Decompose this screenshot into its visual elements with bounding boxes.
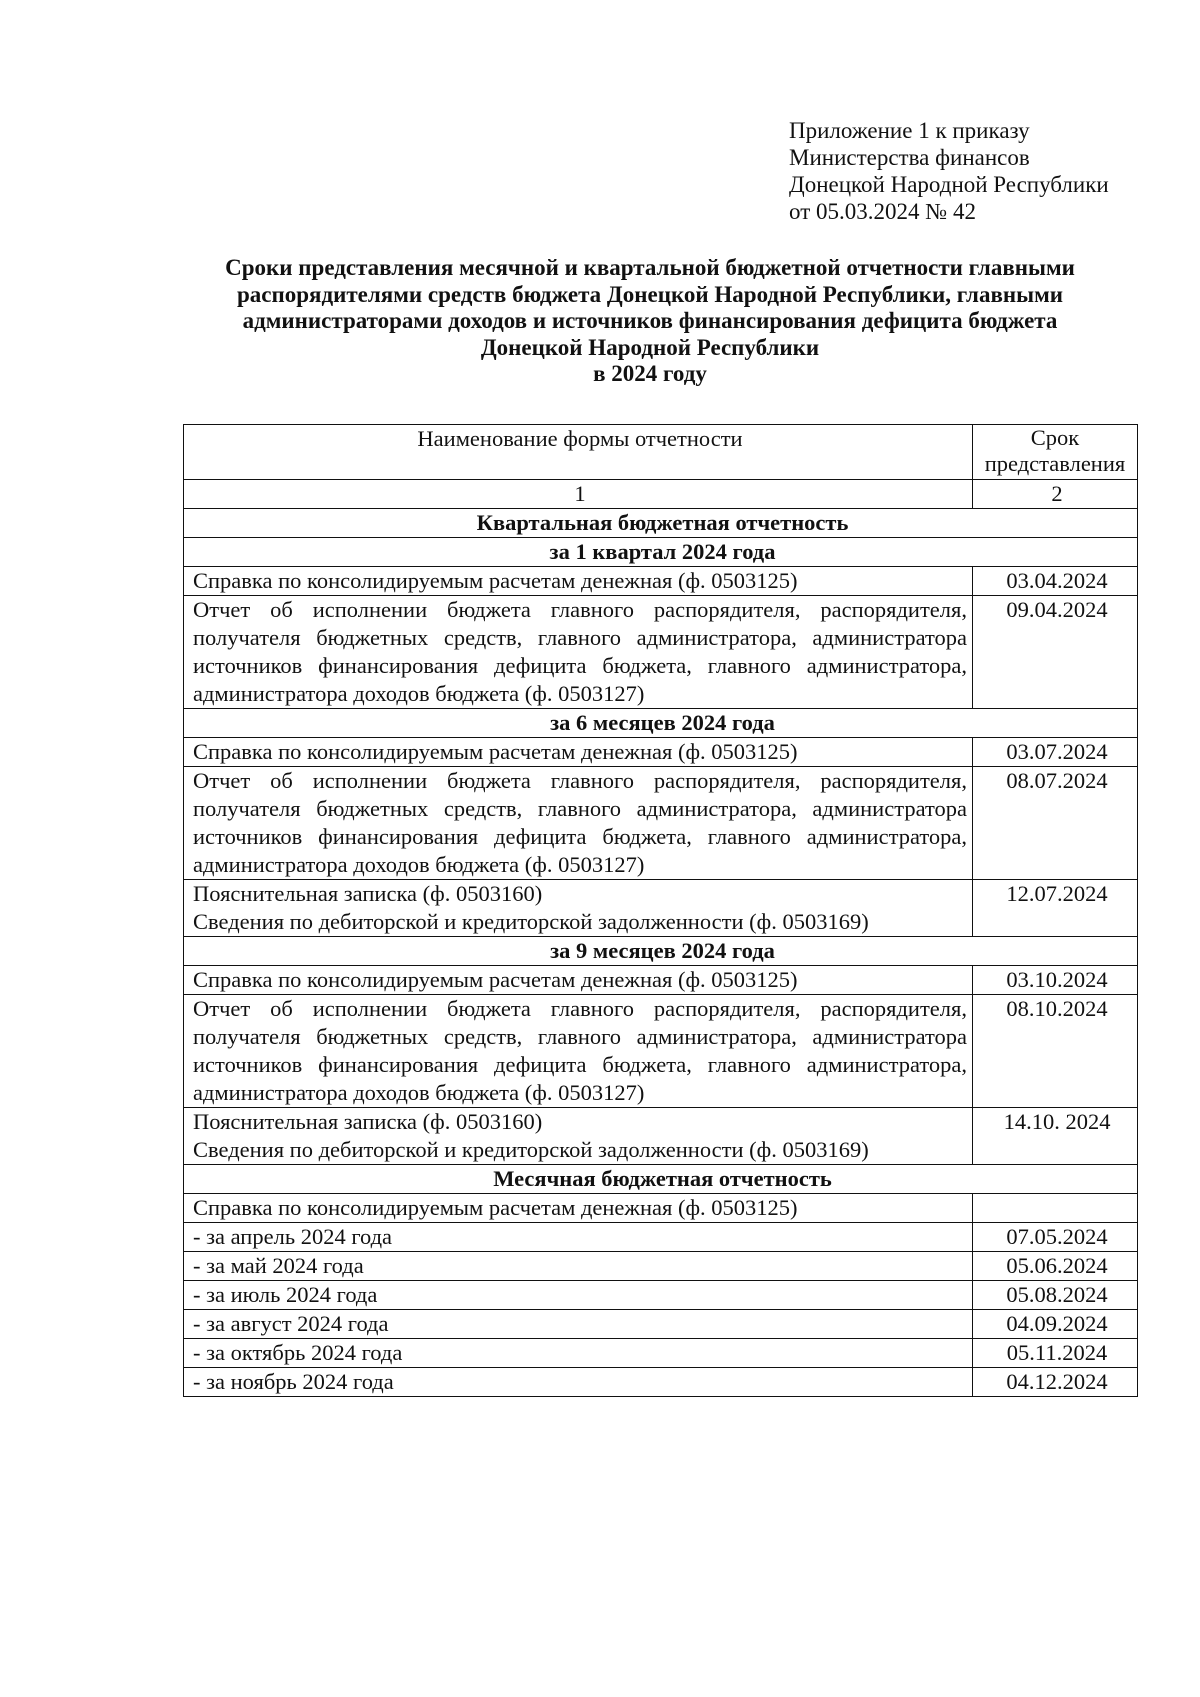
title-line: распорядителями средств бюджета Донецкой Народной Республики, главными xyxy=(236,281,1064,307)
deadline-date: 08.10.2024 xyxy=(973,995,1138,1108)
month-label: - за май 2024 года xyxy=(184,1252,973,1281)
deadline-date: 05.08.2024 xyxy=(973,1281,1138,1310)
title-line: администраторами доходов и источников финансирования дефицита бюджета xyxy=(242,308,1058,333)
document-title xyxy=(160,255,1140,388)
approval-line: Донецкой Народной Республики xyxy=(789,172,1109,197)
header-deadline xyxy=(973,425,1138,480)
deadlines-table xyxy=(183,424,1138,1397)
deadline-date: 14.10. 2024 xyxy=(973,1108,1138,1165)
approval-line: Приложение 1 к приказу xyxy=(789,118,1030,143)
deadline-date-empty xyxy=(973,1194,1138,1223)
deadline-date: 03.10.2024 xyxy=(973,966,1138,995)
table-header-row xyxy=(184,425,1138,480)
period-row xyxy=(184,538,1138,567)
form-name-line: Сведения по дебиторской и кредиторской задолженности (ф. 0503169) xyxy=(193,909,869,934)
table-row xyxy=(184,1252,1138,1281)
table-row xyxy=(184,767,1138,880)
deadline-date: 08.07.2024 xyxy=(973,767,1138,880)
table-row xyxy=(184,738,1138,767)
form-name-line: Сведения по дебиторской и кредиторской задолженности (ф. 0503169) xyxy=(193,1137,869,1162)
form-name: Отчет об исполнении бюджета главного распорядителя, распорядителя, получателя бюджетных средств, главного администратора, администратора источников финансирования дефицита бюджета, главного администратора, администратора доходов бюджета (ф. 0503127) xyxy=(184,596,973,709)
month-label: - за октябрь 2024 года xyxy=(184,1339,973,1368)
period-m9-title: за 9 месяцев 2024 года xyxy=(184,937,1138,966)
month-label: - за август 2024 года xyxy=(184,1310,973,1339)
form-name-line: Пояснительная записка (ф. 0503160) xyxy=(193,881,543,906)
deadline-date: 12.07.2024 xyxy=(973,880,1138,937)
period-row xyxy=(184,709,1138,738)
table-row xyxy=(184,1223,1138,1252)
table-row xyxy=(184,567,1138,596)
title-line: Сроки представления месячной и квартальной бюджетной отчетности главными xyxy=(225,255,1075,280)
form-name: Справка по консолидируемым расчетам денежная (ф. 0503125) xyxy=(184,966,973,995)
month-label: - за июль 2024 года xyxy=(184,1281,973,1310)
deadline-date: 03.07.2024 xyxy=(973,738,1138,767)
deadline-date: 04.12.2024 xyxy=(973,1368,1138,1397)
deadline-date: 09.04.2024 xyxy=(973,596,1138,709)
approval-block xyxy=(789,117,1109,225)
period-h1-title: за 6 месяцев 2024 года xyxy=(184,709,1138,738)
table-row xyxy=(184,1108,1138,1165)
period-q1-title: за 1 квартал 2024 года xyxy=(184,538,1138,567)
month-label: - за апрель 2024 года xyxy=(184,1223,973,1252)
form-name: Справка по консолидируемым расчетам денежная (ф. 0503125) xyxy=(184,738,973,767)
deadline-date: 07.05.2024 xyxy=(973,1223,1138,1252)
column-number-2: 2 xyxy=(973,480,1138,509)
title-line: в 2024 году xyxy=(593,361,707,386)
table-row xyxy=(184,880,1138,937)
approval-line: от 05.03.2024 № 42 xyxy=(789,199,976,224)
deadline-date: 05.11.2024 xyxy=(973,1339,1138,1368)
deadline-date: 05.06.2024 xyxy=(973,1252,1138,1281)
deadline-date: 04.09.2024 xyxy=(973,1310,1138,1339)
deadline-date: 03.04.2024 xyxy=(973,567,1138,596)
form-name: Отчет об исполнении бюджета главного распорядителя, распорядителя, получателя бюджетных средств, главного администратора, администратора источников финансирования дефицита бюджета, главного администратора, администратора доходов бюджета (ф. 0503127) xyxy=(184,995,973,1108)
period-row xyxy=(184,937,1138,966)
table-row xyxy=(184,1339,1138,1368)
form-name: Отчет об исполнении бюджета главного распорядителя, распорядителя, получателя бюджетных средств, главного администратора, администратора источников финансирования дефицита бюджета, главного администратора, администратора доходов бюджета (ф. 0503127) xyxy=(184,767,973,880)
section-row xyxy=(184,509,1138,538)
table-row xyxy=(184,1310,1138,1339)
form-name-line: Пояснительная записка (ф. 0503160) xyxy=(193,1109,543,1134)
form-name xyxy=(184,880,973,937)
month-label: - за ноябрь 2024 года xyxy=(184,1368,973,1397)
header-form-name: Наименование формы отчетности xyxy=(184,425,973,480)
form-name: Справка по консолидируемым расчетам денежная (ф. 0503125) xyxy=(184,1194,973,1223)
table-row xyxy=(184,1368,1138,1397)
form-name xyxy=(184,1108,973,1165)
section-quarterly-title: Квартальная бюджетная отчетность xyxy=(184,509,1138,538)
column-number-1: 1 xyxy=(184,480,973,509)
column-numbers-row xyxy=(184,480,1138,509)
title-line: Донецкой Народной Республики xyxy=(480,334,820,360)
form-name: Справка по консолидируемым расчетам денежная (ф. 0503125) xyxy=(184,567,973,596)
table-row xyxy=(184,995,1138,1108)
table-row xyxy=(184,1194,1138,1223)
section-row xyxy=(184,1165,1138,1194)
section-monthly-title: Месячная бюджетная отчетность xyxy=(184,1165,1138,1194)
header-deadline-line1: Срок xyxy=(1030,425,1080,450)
approval-line: Министерства финансов xyxy=(789,145,1030,170)
table-row xyxy=(184,596,1138,709)
table-row xyxy=(184,1281,1138,1310)
table-row xyxy=(184,966,1138,995)
header-deadline-line2: представления xyxy=(984,451,1126,476)
